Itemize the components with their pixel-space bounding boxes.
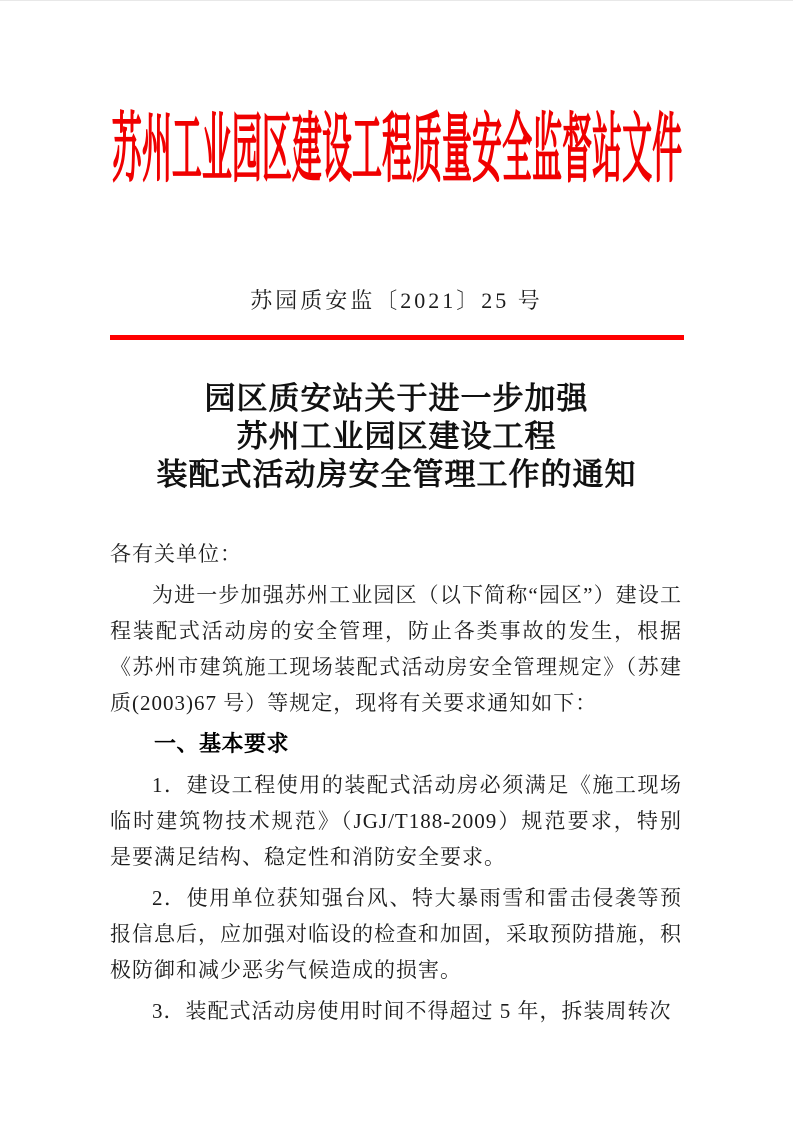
salutation: 各有关单位： [110,542,242,566]
item-paragraph-3: 3．装配式活动房使用时间不得超过 5 年，拆装周转次 [152,999,672,1023]
section-1-heading: 一、基本要求 [154,731,290,756]
masthead [0,109,793,193]
red-divider-rule [110,335,684,340]
intro-paragraph: 为进一步加强苏州工业园区（以下简称“园区”）建设工程装配式活动房的安全管理，防止各类事故的发生，根据《苏州市建筑施工现场装配式活动房安全管理规定》（苏建质(2003)67 号）等规定，现将有关要求通知如下： [110,583,682,715]
document-body [110,536,682,1029]
document-title-line-3: 装配式活动房安全管理工作的通知 [156,457,637,492]
document-title [0,380,793,494]
masthead-title: 苏州工业园区建设工程质量安全监督站文件 [111,108,682,192]
item-paragraph-2: 2．使用单位获知强台风、特大暴雨雪和雷击侵袭等预报信息后，应加强对临设的检查和加固，采取预防措施，积极防御和减少恶劣气候造成的损害。 [110,886,682,982]
document-title-line-2: 苏州工业园区建设工程 [236,419,557,454]
document-number: 苏园质安监〔2021〕25 号 [250,288,543,313]
item-paragraph-1: 1．建设工程使用的装配式活动房必须满足《施工现场临时建筑物技术规范》（JGJ/T188-2009）规范要求，特别是要满足结构、稳定性和消防安全要求。 [110,773,682,869]
document-title-line-1: 园区质安站关于进一步加强 [204,381,589,416]
